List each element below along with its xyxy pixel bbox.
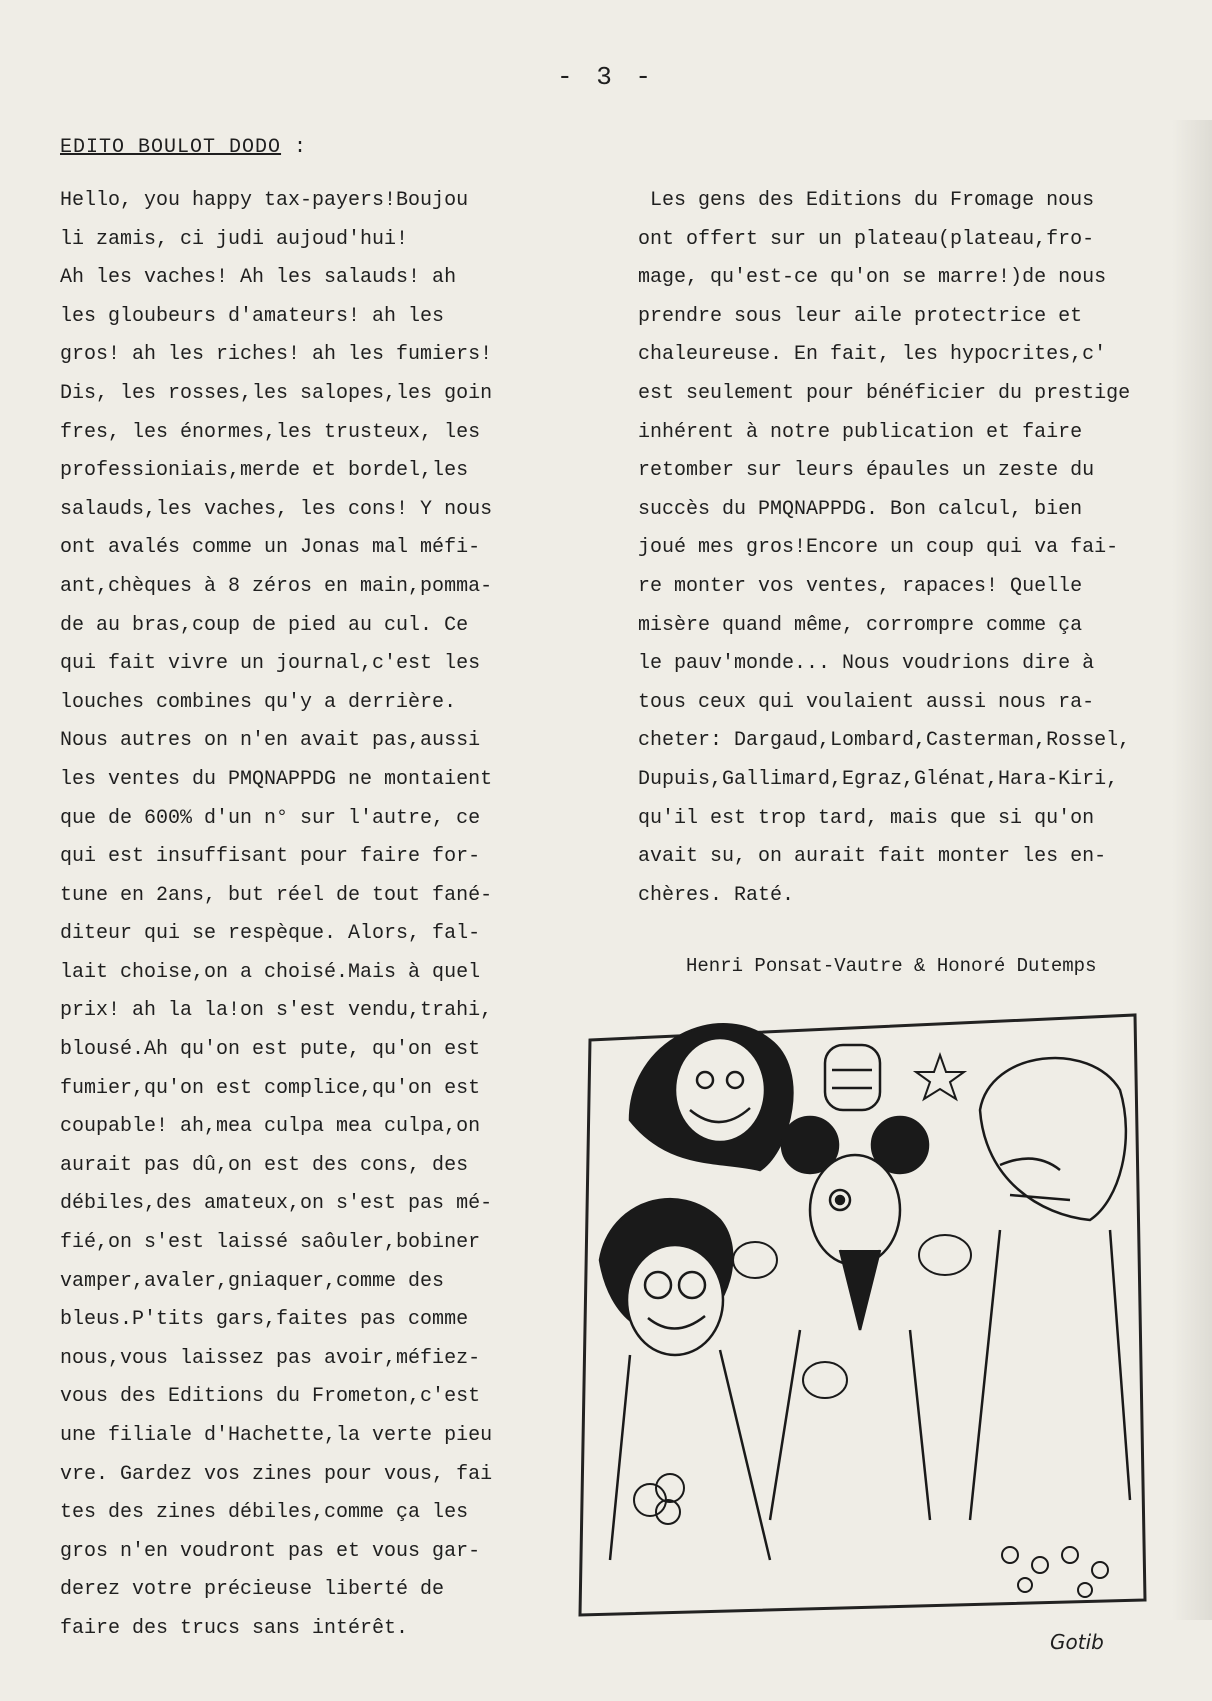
left-column-line: gros! ah les riches! ah les fumiers! <box>60 343 493 367</box>
left-column-line: ant,chèques à 8 zéros en main,pomma- <box>60 574 493 598</box>
right-column-line: succès du PMQNAPPDG. Bon calcul, bien <box>638 497 1083 521</box>
left-column-line: fres, les énormes,les trusteux, les <box>60 420 481 444</box>
article-heading <box>60 136 307 159</box>
authors-signature: Henri Ponsat-Vautre & Honoré Dutemps <box>686 955 1097 977</box>
left-column-line: bleus.P'tits gars,faites pas comme <box>60 1308 469 1332</box>
left-column-line: vous des Editions du Frometon,c'est <box>60 1385 481 1409</box>
right-column-line: qu'il est trop tard, mais que si qu'on <box>638 806 1095 830</box>
left-column-line: faire des trucs sans intérêt. <box>60 1616 409 1640</box>
right-column-line: Dupuis,Gallimard,Egraz,Glénat,Hara-Kiri, <box>638 767 1119 791</box>
left-column-line: louches combines qu'y a derrière. <box>60 690 457 714</box>
left-column-line: lait choise,on a choisé.Mais à quel <box>60 960 481 984</box>
flowers-decoration <box>1002 1547 1108 1597</box>
right-column-line: retomber sur leurs épaules un zeste du <box>638 459 1095 483</box>
right-column-line: le pauv'monde... Nous voudrions dire à <box>638 652 1095 676</box>
character-right <box>970 1058 1130 1520</box>
left-column-line: que de 600% d'un n° sur l'autre, ce <box>60 806 481 830</box>
right-column-line: re monter vos ventes, rapaces! Quelle <box>638 574 1083 598</box>
left-column-line: salauds,les vaches, les cons! Y nous <box>60 497 493 521</box>
right-column-line: misère quand même, corrompre comme ça <box>638 613 1083 637</box>
right-column-line: tous ceux qui voulaient aussi nous ra- <box>638 690 1095 714</box>
left-column-line: vamper,avaler,gniaquer,comme des <box>60 1269 445 1293</box>
left-column-line: professioniais,merde et bordel,les <box>60 459 469 483</box>
right-column-line: inhérent à notre publication et faire <box>638 420 1083 444</box>
left-column-line: nous,vous laissez pas avoir,méfiez- <box>60 1346 481 1370</box>
left-column-line: vre. Gardez vos zines pour vous, fai <box>60 1462 493 1486</box>
fist <box>825 1045 880 1110</box>
right-column-line: ont offert sur un plateau(plateau,fro- <box>638 227 1095 251</box>
character-center <box>770 1117 930 1520</box>
right-column-line: Les gens des Editions du Fromage nous <box>638 189 1095 212</box>
left-column-line: fié,on s'est laissé saôuler,bobiner <box>60 1231 481 1255</box>
artist-signature: Gotib <box>1050 1630 1104 1654</box>
left-column-text <box>60 182 492 1649</box>
left-column-line: Hello, you happy tax-payers!Boujou <box>60 189 469 212</box>
left-column-line: Nous autres on n'en avait pas,aussi <box>60 729 481 753</box>
cartoon-illustration <box>570 1000 1155 1630</box>
left-column-line: aurait pas dû,on est des cons, des <box>60 1153 469 1177</box>
left-column-line: diteur qui se respèque. Alors, fal- <box>60 922 481 946</box>
star-icon <box>916 1055 964 1099</box>
left-column-line: derez votre précieuse liberté de <box>60 1578 445 1602</box>
right-column-line: avait su, on aurait fait monter les en- <box>638 845 1107 869</box>
right-column-line: est seulement pour bénéficier du prestige <box>638 381 1131 405</box>
left-column-line: tune en 2ans, but réel de tout fané- <box>60 883 493 907</box>
left-column-line: débiles,des amateux,on s'est pas mé- <box>60 1192 493 1216</box>
left-column-line: blousé.Ah qu'on est pute, qu'on est <box>60 1038 481 1062</box>
right-column-text <box>638 182 1130 915</box>
left-column-line: fumier,qu'on est complice,qu'on est <box>60 1076 481 1100</box>
left-column-line: qui est insuffisant pour faire for- <box>60 845 481 869</box>
heading-title: EDITO BOULOT DODO <box>60 136 282 159</box>
left-column-line: tes des zines débiles,comme ça les <box>60 1501 469 1525</box>
smoke-puff <box>634 1474 684 1524</box>
left-column-line: Ah les vaches! Ah les salauds! ah <box>60 266 457 290</box>
right-column-line: mage, qu'est-ce qu'on se marre!)de nous <box>638 266 1107 290</box>
left-column-line: Dis, les rosses,les salopes,les goin <box>60 381 493 405</box>
left-column-line: li zamis, ci judi aujoud'hui! <box>60 227 409 251</box>
left-column-line: les ventes du PMQNAPPDG ne montaient <box>60 767 493 791</box>
page-number: - 3 - <box>556 62 655 92</box>
right-column-line: chères. Raté. <box>638 883 795 907</box>
right-column-line: cheter: Dargaud,Lombard,Casterman,Rossel, <box>638 729 1131 753</box>
right-column-line: prendre sous leur aile protectrice et <box>638 304 1083 328</box>
heading-suffix: : <box>281 136 308 159</box>
left-column-line: une filiale d'Hachette,la verte pieu <box>60 1424 493 1447</box>
left-column-line: de au bras,coup de pied au cul. Ce <box>60 613 469 637</box>
left-column-line: les gloubeurs d'amateurs! ah les <box>60 304 445 328</box>
left-column-line: prix! ah la la!on s'est vendu,trahi, <box>60 999 493 1023</box>
left-column-line: gros n'en voudront pas et vous gar- <box>60 1539 481 1563</box>
character-top <box>630 1024 792 1170</box>
page-edge-shadow <box>1172 120 1212 1620</box>
right-column-line: chaleureuse. En fait, les hypocrites,c' <box>638 343 1107 367</box>
right-column-line: joué mes gros!Encore un coup qui va fai- <box>638 536 1119 560</box>
left-column-line: qui fait vivre un journal,c'est les <box>60 652 481 676</box>
left-column-line: coupable! ah,mea culpa mea culpa,on <box>60 1115 481 1139</box>
left-column-line: ont avalés comme un Jonas mal méfi- <box>60 536 481 560</box>
